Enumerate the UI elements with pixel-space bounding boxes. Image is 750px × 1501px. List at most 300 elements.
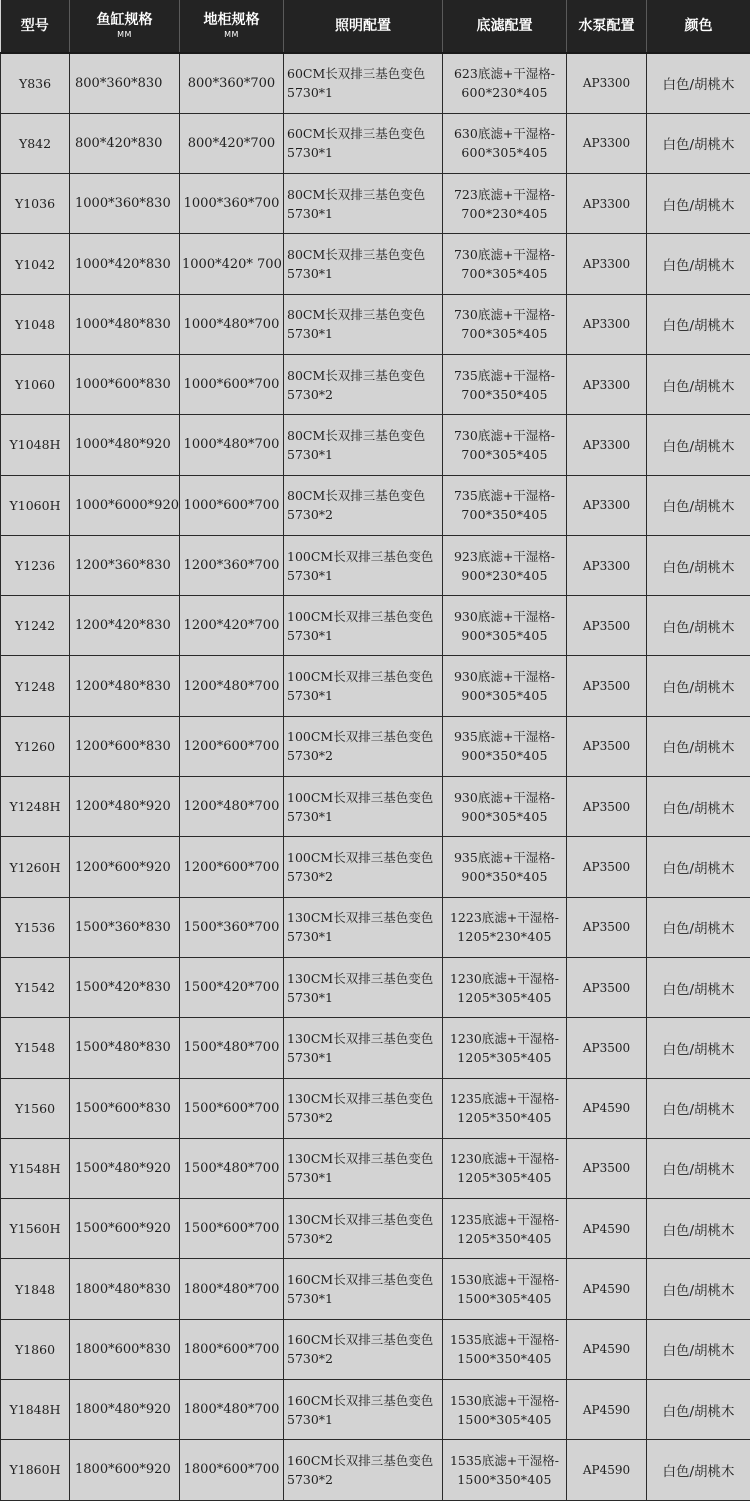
filter-line-1: 1230底滤+干湿格-: [445, 1029, 564, 1048]
filter-cell: [443, 1259, 567, 1319]
color-cell: 白色/胡桃木: [647, 1380, 750, 1440]
color-cell: 白色/胡桃木: [647, 415, 750, 475]
lighting-line-2: 5730*1: [287, 927, 440, 946]
lighting-cell: [284, 897, 443, 957]
table-row: [1, 113, 750, 173]
lighting-line-2: 5730*1: [287, 626, 440, 645]
filter-line-1: 1230底滤+干湿格-: [445, 1149, 564, 1168]
model-cell: Y1242: [1, 596, 70, 656]
filter-cell: [443, 174, 567, 234]
lighting-cell: [284, 1018, 443, 1078]
lighting-cell: [284, 475, 443, 535]
color-cell: 白色/胡桃木: [647, 535, 750, 595]
pump-cell: AP3500: [567, 897, 647, 957]
cabinet-spec-cell: 800*360*700: [180, 53, 284, 113]
model-cell: Y1548: [1, 1018, 70, 1078]
lighting-line-1: 100CM长双排三基色变色: [287, 607, 440, 626]
filter-line-2: 900*230*405: [445, 566, 564, 585]
color-cell: 白色/胡桃木: [647, 1078, 750, 1138]
table-row: [1, 897, 750, 957]
filter-line-2: 1205*350*405: [445, 1229, 564, 1248]
lighting-cell: [284, 656, 443, 716]
lighting-line-1: 100CM长双排三基色变色: [287, 848, 440, 867]
color-cell: 白色/胡桃木: [647, 174, 750, 234]
pump-cell: AP4590: [567, 1440, 647, 1500]
cabinet-spec-cell: 1000*360*700: [180, 174, 284, 234]
lighting-line-1: 80CM长双排三基色变色: [287, 366, 440, 385]
filter-cell: [443, 1199, 567, 1259]
lighting-line-2: 5730*1: [287, 204, 440, 223]
filter-line-1: 735底滤+干湿格-: [445, 366, 564, 385]
color-cell: 白色/胡桃木: [647, 837, 750, 897]
lighting-cell: [284, 415, 443, 475]
lighting-cell: [284, 1259, 443, 1319]
pump-cell: AP3300: [567, 475, 647, 535]
lighting-line-2: 5730*1: [287, 1410, 440, 1429]
tank-spec-cell: 800*360*830: [70, 53, 180, 113]
filter-cell: [443, 837, 567, 897]
lighting-cell: [284, 1078, 443, 1138]
header-tank-unit: MM: [70, 30, 179, 39]
model-cell: Y1860H: [1, 1440, 70, 1500]
filter-line-2: 700*305*405: [445, 264, 564, 283]
table-row: [1, 354, 750, 414]
table-row: [1, 1319, 750, 1379]
header-tank-label: 鱼缸规格: [97, 12, 153, 28]
model-cell: Y1548H: [1, 1138, 70, 1198]
pump-cell: AP3300: [567, 174, 647, 234]
pump-cell: AP3300: [567, 354, 647, 414]
cabinet-spec-cell: 1500*480*700: [180, 1138, 284, 1198]
table-row: [1, 234, 750, 294]
tank-spec-cell: 1500*480*830: [70, 1018, 180, 1078]
cabinet-spec-cell: 1500*600*700: [180, 1078, 284, 1138]
lighting-line-1: 100CM长双排三基色变色: [287, 788, 440, 807]
pump-cell: AP3300: [567, 535, 647, 595]
filter-cell: [443, 716, 567, 776]
pump-cell: AP3500: [567, 1018, 647, 1078]
color-cell: 白色/胡桃木: [647, 294, 750, 354]
header-cabinet-unit: MM: [180, 30, 283, 39]
tank-spec-cell: 1200*480*830: [70, 656, 180, 716]
pump-cell: AP4590: [567, 1199, 647, 1259]
filter-line-2: 1500*350*405: [445, 1470, 564, 1489]
filter-line-1: 630底滤+干湿格-: [445, 124, 564, 143]
cabinet-spec-cell: 1200*480*700: [180, 777, 284, 837]
filter-cell: [443, 1018, 567, 1078]
pump-cell: AP4590: [567, 1319, 647, 1379]
filter-line-1: 1535底滤+干湿格-: [445, 1330, 564, 1349]
filter-cell: [443, 294, 567, 354]
tank-spec-cell: 1800*600*920: [70, 1440, 180, 1500]
filter-line-1: 735底滤+干湿格-: [445, 486, 564, 505]
tank-spec-cell: 1000*420*830: [70, 234, 180, 294]
pump-cell: AP3300: [567, 294, 647, 354]
table-row: [1, 656, 750, 716]
filter-line-2: 700*350*405: [445, 385, 564, 404]
filter-line-1: 1230底滤+干湿格-: [445, 969, 564, 988]
filter-line-1: 1535底滤+干湿格-: [445, 1451, 564, 1470]
filter-line-1: 935底滤+干湿格-: [445, 727, 564, 746]
cabinet-spec-cell: 1500*600*700: [180, 1199, 284, 1259]
model-cell: Y1042: [1, 234, 70, 294]
lighting-line-2: 5730*1: [287, 988, 440, 1007]
header-color-label: 颜色: [685, 18, 713, 34]
filter-line-1: 723底滤+干湿格-: [445, 185, 564, 204]
model-cell: Y1848: [1, 1259, 70, 1319]
cabinet-spec-cell: 1200*600*700: [180, 837, 284, 897]
lighting-line-1: 80CM长双排三基色变色: [287, 426, 440, 445]
filter-line-2: 700*305*405: [445, 324, 564, 343]
lighting-line-1: 60CM长双排三基色变色: [287, 124, 440, 143]
cabinet-spec-cell: 1000*420* 700: [180, 234, 284, 294]
lighting-line-2: 5730*2: [287, 1349, 440, 1368]
tank-spec-cell: 1500*420*830: [70, 957, 180, 1017]
filter-line-1: 730底滤+干湿格-: [445, 426, 564, 445]
lighting-line-1: 100CM长双排三基色变色: [287, 547, 440, 566]
filter-line-2: 900*305*405: [445, 626, 564, 645]
model-cell: Y1248H: [1, 777, 70, 837]
lighting-line-1: 160CM长双排三基色变色: [287, 1451, 440, 1470]
lighting-line-1: 60CM长双排三基色变色: [287, 64, 440, 83]
lighting-cell: [284, 535, 443, 595]
lighting-cell: [284, 837, 443, 897]
lighting-line-1: 130CM长双排三基色变色: [287, 1210, 440, 1229]
filter-line-1: 935底滤+干湿格-: [445, 848, 564, 867]
filter-line-1: 1235底滤+干湿格-: [445, 1210, 564, 1229]
lighting-line-2: 5730*2: [287, 1229, 440, 1248]
filter-line-2: 1500*350*405: [445, 1349, 564, 1368]
filter-cell: [443, 897, 567, 957]
model-cell: Y1560: [1, 1078, 70, 1138]
model-cell: Y842: [1, 113, 70, 173]
tank-spec-cell: 1500*600*920: [70, 1199, 180, 1259]
lighting-line-1: 80CM长双排三基色变色: [287, 185, 440, 204]
color-cell: 白色/胡桃木: [647, 1259, 750, 1319]
header-cabinet-spec: [180, 0, 284, 53]
filter-line-2: 700*305*405: [445, 445, 564, 464]
cabinet-spec-cell: 1200*420*700: [180, 596, 284, 656]
pump-cell: AP3500: [567, 596, 647, 656]
lighting-cell: [284, 777, 443, 837]
lighting-cell: [284, 53, 443, 113]
model-cell: Y1248: [1, 656, 70, 716]
lighting-line-2: 5730*1: [287, 1168, 440, 1187]
color-cell: 白色/胡桃木: [647, 53, 750, 113]
filter-cell: [443, 1078, 567, 1138]
model-cell: Y1260: [1, 716, 70, 776]
filter-line-1: 730底滤+干湿格-: [445, 305, 564, 324]
color-cell: 白色/胡桃木: [647, 113, 750, 173]
model-cell: Y1236: [1, 535, 70, 595]
cabinet-spec-cell: 1800*480*700: [180, 1259, 284, 1319]
table-body: [1, 53, 750, 1500]
filter-line-1: 923底滤+干湿格-: [445, 547, 564, 566]
color-cell: 白色/胡桃木: [647, 897, 750, 957]
filter-line-2: 1205*305*405: [445, 1048, 564, 1067]
filter-line-1: 1223底滤+干湿格-: [445, 908, 564, 927]
filter-cell: [443, 777, 567, 837]
lighting-cell: [284, 174, 443, 234]
header-tank-spec: [70, 0, 180, 53]
tank-spec-cell: 1000*360*830: [70, 174, 180, 234]
filter-line-2: 600*230*405: [445, 83, 564, 102]
lighting-line-2: 5730*1: [287, 143, 440, 162]
filter-line-2: 900*350*405: [445, 746, 564, 765]
tank-spec-cell: 1200*360*830: [70, 535, 180, 595]
lighting-cell: [284, 1380, 443, 1440]
table-row: [1, 957, 750, 1017]
lighting-line-1: 100CM长双排三基色变色: [287, 727, 440, 746]
model-cell: Y836: [1, 53, 70, 113]
cabinet-spec-cell: 800*420*700: [180, 113, 284, 173]
lighting-cell: [284, 113, 443, 173]
color-cell: 白色/胡桃木: [647, 596, 750, 656]
table-row: [1, 1380, 750, 1440]
filter-line-2: 1205*305*405: [445, 1168, 564, 1187]
filter-line-2: 1205*230*405: [445, 927, 564, 946]
table-row: [1, 1078, 750, 1138]
filter-line-1: 730底滤+干湿格-: [445, 245, 564, 264]
lighting-line-1: 130CM长双排三基色变色: [287, 908, 440, 927]
header-filter-label: 底滤配置: [477, 18, 533, 34]
filter-cell: [443, 535, 567, 595]
lighting-cell: [284, 234, 443, 294]
header-row: [1, 0, 750, 53]
lighting-cell: [284, 1440, 443, 1500]
model-cell: Y1036: [1, 174, 70, 234]
cabinet-spec-cell: 1800*480*700: [180, 1380, 284, 1440]
lighting-line-2: 5730*2: [287, 505, 440, 524]
color-cell: 白色/胡桃木: [647, 656, 750, 716]
color-cell: 白色/胡桃木: [647, 1440, 750, 1500]
cabinet-spec-cell: 1000*480*700: [180, 415, 284, 475]
lighting-cell: [284, 1199, 443, 1259]
lighting-line-1: 130CM长双排三基色变色: [287, 1149, 440, 1168]
lighting-line-1: 130CM长双排三基色变色: [287, 1089, 440, 1108]
color-cell: 白色/胡桃木: [647, 234, 750, 294]
lighting-line-2: 5730*2: [287, 746, 440, 765]
table-row: [1, 1440, 750, 1500]
header-model: [1, 0, 70, 53]
lighting-line-1: 130CM长双排三基色变色: [287, 1029, 440, 1048]
color-cell: 白色/胡桃木: [647, 1018, 750, 1078]
lighting-cell: [284, 1319, 443, 1379]
tank-spec-cell: 1000*480*830: [70, 294, 180, 354]
filter-line-2: 700*230*405: [445, 204, 564, 223]
filter-line-2: 1500*305*405: [445, 1410, 564, 1429]
lighting-cell: [284, 957, 443, 1017]
pump-cell: AP3500: [567, 777, 647, 837]
header-lighting: [284, 0, 443, 53]
lighting-line-2: 5730*1: [287, 1048, 440, 1067]
tank-spec-cell: 1800*480*920: [70, 1380, 180, 1440]
model-cell: Y1542: [1, 957, 70, 1017]
filter-line-1: 930底滤+干湿格-: [445, 667, 564, 686]
lighting-line-2: 5730*1: [287, 566, 440, 585]
tank-spec-cell: 1000*600*830: [70, 354, 180, 414]
cabinet-spec-cell: 1000*480*700: [180, 294, 284, 354]
filter-line-2: 600*305*405: [445, 143, 564, 162]
pump-cell: AP4590: [567, 1259, 647, 1319]
pump-cell: AP3500: [567, 716, 647, 776]
lighting-line-2: 5730*1: [287, 807, 440, 826]
header-model-label: 型号: [21, 18, 49, 34]
tank-spec-cell: 800*420*830: [70, 113, 180, 173]
lighting-line-1: 160CM长双排三基色变色: [287, 1391, 440, 1410]
pump-cell: AP3300: [567, 113, 647, 173]
tank-spec-cell: 1800*600*830: [70, 1319, 180, 1379]
lighting-line-2: 5730*2: [287, 1470, 440, 1489]
tank-spec-cell: 1000*6000*920: [70, 475, 180, 535]
lighting-line-1: 100CM长双排三基色变色: [287, 667, 440, 686]
lighting-line-1: 160CM长双排三基色变色: [287, 1330, 440, 1349]
cabinet-spec-cell: 1000*600*700: [180, 475, 284, 535]
filter-cell: [443, 1440, 567, 1500]
table-row: [1, 294, 750, 354]
lighting-cell: [284, 716, 443, 776]
model-cell: Y1048: [1, 294, 70, 354]
header-pump: [567, 0, 647, 53]
header-color: [647, 0, 750, 53]
lighting-line-1: 130CM长双排三基色变色: [287, 969, 440, 988]
color-cell: 白色/胡桃木: [647, 777, 750, 837]
filter-line-1: 623底滤+干湿格-: [445, 64, 564, 83]
lighting-line-1: 80CM长双排三基色变色: [287, 245, 440, 264]
lighting-line-2: 5730*1: [287, 1289, 440, 1308]
filter-cell: [443, 1380, 567, 1440]
tank-spec-cell: 1500*480*920: [70, 1138, 180, 1198]
table-header: [1, 0, 750, 53]
model-cell: Y1536: [1, 897, 70, 957]
model-cell: Y1060H: [1, 475, 70, 535]
pump-cell: AP3300: [567, 415, 647, 475]
filter-line-2: 900*305*405: [445, 807, 564, 826]
pump-cell: AP3500: [567, 1138, 647, 1198]
lighting-cell: [284, 354, 443, 414]
lighting-line-2: 5730*1: [287, 264, 440, 283]
table-row: [1, 837, 750, 897]
tank-spec-cell: 1800*480*830: [70, 1259, 180, 1319]
color-cell: 白色/胡桃木: [647, 475, 750, 535]
model-cell: Y1560H: [1, 1199, 70, 1259]
model-cell: Y1060: [1, 354, 70, 414]
table-row: [1, 596, 750, 656]
cabinet-spec-cell: 1000*600*700: [180, 354, 284, 414]
cabinet-spec-cell: 1500*420*700: [180, 957, 284, 1017]
pump-cell: AP4590: [567, 1078, 647, 1138]
cabinet-spec-cell: 1800*600*700: [180, 1440, 284, 1500]
filter-line-1: 1530底滤+干湿格-: [445, 1270, 564, 1289]
lighting-line-1: 80CM长双排三基色变色: [287, 486, 440, 505]
filter-cell: [443, 656, 567, 716]
filter-cell: [443, 1138, 567, 1198]
filter-line-1: 1235底滤+干湿格-: [445, 1089, 564, 1108]
table-row: [1, 1199, 750, 1259]
filter-cell: [443, 53, 567, 113]
color-cell: 白色/胡桃木: [647, 1199, 750, 1259]
filter-line-2: 1500*305*405: [445, 1289, 564, 1308]
pump-cell: AP3500: [567, 837, 647, 897]
tank-spec-cell: 1200*600*920: [70, 837, 180, 897]
table-row: [1, 475, 750, 535]
cabinet-spec-cell: 1200*600*700: [180, 716, 284, 776]
color-cell: 白色/胡桃木: [647, 1319, 750, 1379]
pump-cell: AP3500: [567, 957, 647, 1017]
table-row: [1, 1138, 750, 1198]
tank-spec-cell: 1200*420*830: [70, 596, 180, 656]
pump-cell: AP4590: [567, 1380, 647, 1440]
lighting-line-2: 5730*1: [287, 83, 440, 102]
filter-line-2: 900*305*405: [445, 686, 564, 705]
filter-line-1: 930底滤+干湿格-: [445, 788, 564, 807]
pump-cell: AP3300: [567, 234, 647, 294]
lighting-line-2: 5730*1: [287, 445, 440, 464]
filter-line-2: 1205*305*405: [445, 988, 564, 1007]
cabinet-spec-cell: 1500*480*700: [180, 1018, 284, 1078]
lighting-line-2: 5730*2: [287, 1108, 440, 1127]
table-row: [1, 174, 750, 234]
filter-line-1: 1530底滤+干湿格-: [445, 1391, 564, 1410]
model-cell: Y1848H: [1, 1380, 70, 1440]
model-cell: Y1048H: [1, 415, 70, 475]
lighting-line-2: 5730*2: [287, 867, 440, 886]
table-row: [1, 1259, 750, 1319]
model-cell: Y1860: [1, 1319, 70, 1379]
table-row: [1, 777, 750, 837]
lighting-line-2: 5730*2: [287, 385, 440, 404]
filter-line-1: 930底滤+干湿格-: [445, 607, 564, 626]
pump-cell: AP3300: [567, 53, 647, 113]
filter-cell: [443, 415, 567, 475]
color-cell: 白色/胡桃木: [647, 1138, 750, 1198]
filter-cell: [443, 234, 567, 294]
pump-cell: AP3500: [567, 656, 647, 716]
cabinet-spec-cell: 1200*360*700: [180, 535, 284, 595]
filter-line-2: 700*350*405: [445, 505, 564, 524]
lighting-cell: [284, 1138, 443, 1198]
table-row: [1, 53, 750, 113]
filter-line-2: 900*350*405: [445, 867, 564, 886]
tank-spec-cell: 1000*480*920: [70, 415, 180, 475]
tank-spec-cell: 1500*360*830: [70, 897, 180, 957]
lighting-line-1: 160CM长双排三基色变色: [287, 1270, 440, 1289]
cabinet-spec-cell: 1200*480*700: [180, 656, 284, 716]
color-cell: 白色/胡桃木: [647, 354, 750, 414]
tank-spec-cell: 1200*480*920: [70, 777, 180, 837]
header-filter: [443, 0, 567, 53]
filter-cell: [443, 1319, 567, 1379]
table-row: [1, 1018, 750, 1078]
table-row: [1, 716, 750, 776]
lighting-cell: [284, 294, 443, 354]
tank-spec-cell: 1500*600*830: [70, 1078, 180, 1138]
lighting-line-2: 5730*1: [287, 324, 440, 343]
header-pump-label: 水泵配置: [579, 18, 635, 34]
color-cell: 白色/胡桃木: [647, 716, 750, 776]
table-row: [1, 415, 750, 475]
header-lighting-label: 照明配置: [335, 18, 391, 34]
lighting-line-1: 80CM长双排三基色变色: [287, 305, 440, 324]
filter-line-2: 1205*350*405: [445, 1108, 564, 1127]
lighting-line-2: 5730*1: [287, 686, 440, 705]
filter-cell: [443, 475, 567, 535]
model-cell: Y1260H: [1, 837, 70, 897]
color-cell: 白色/胡桃木: [647, 957, 750, 1017]
tank-spec-cell: 1200*600*830: [70, 716, 180, 776]
filter-cell: [443, 596, 567, 656]
filter-cell: [443, 957, 567, 1017]
